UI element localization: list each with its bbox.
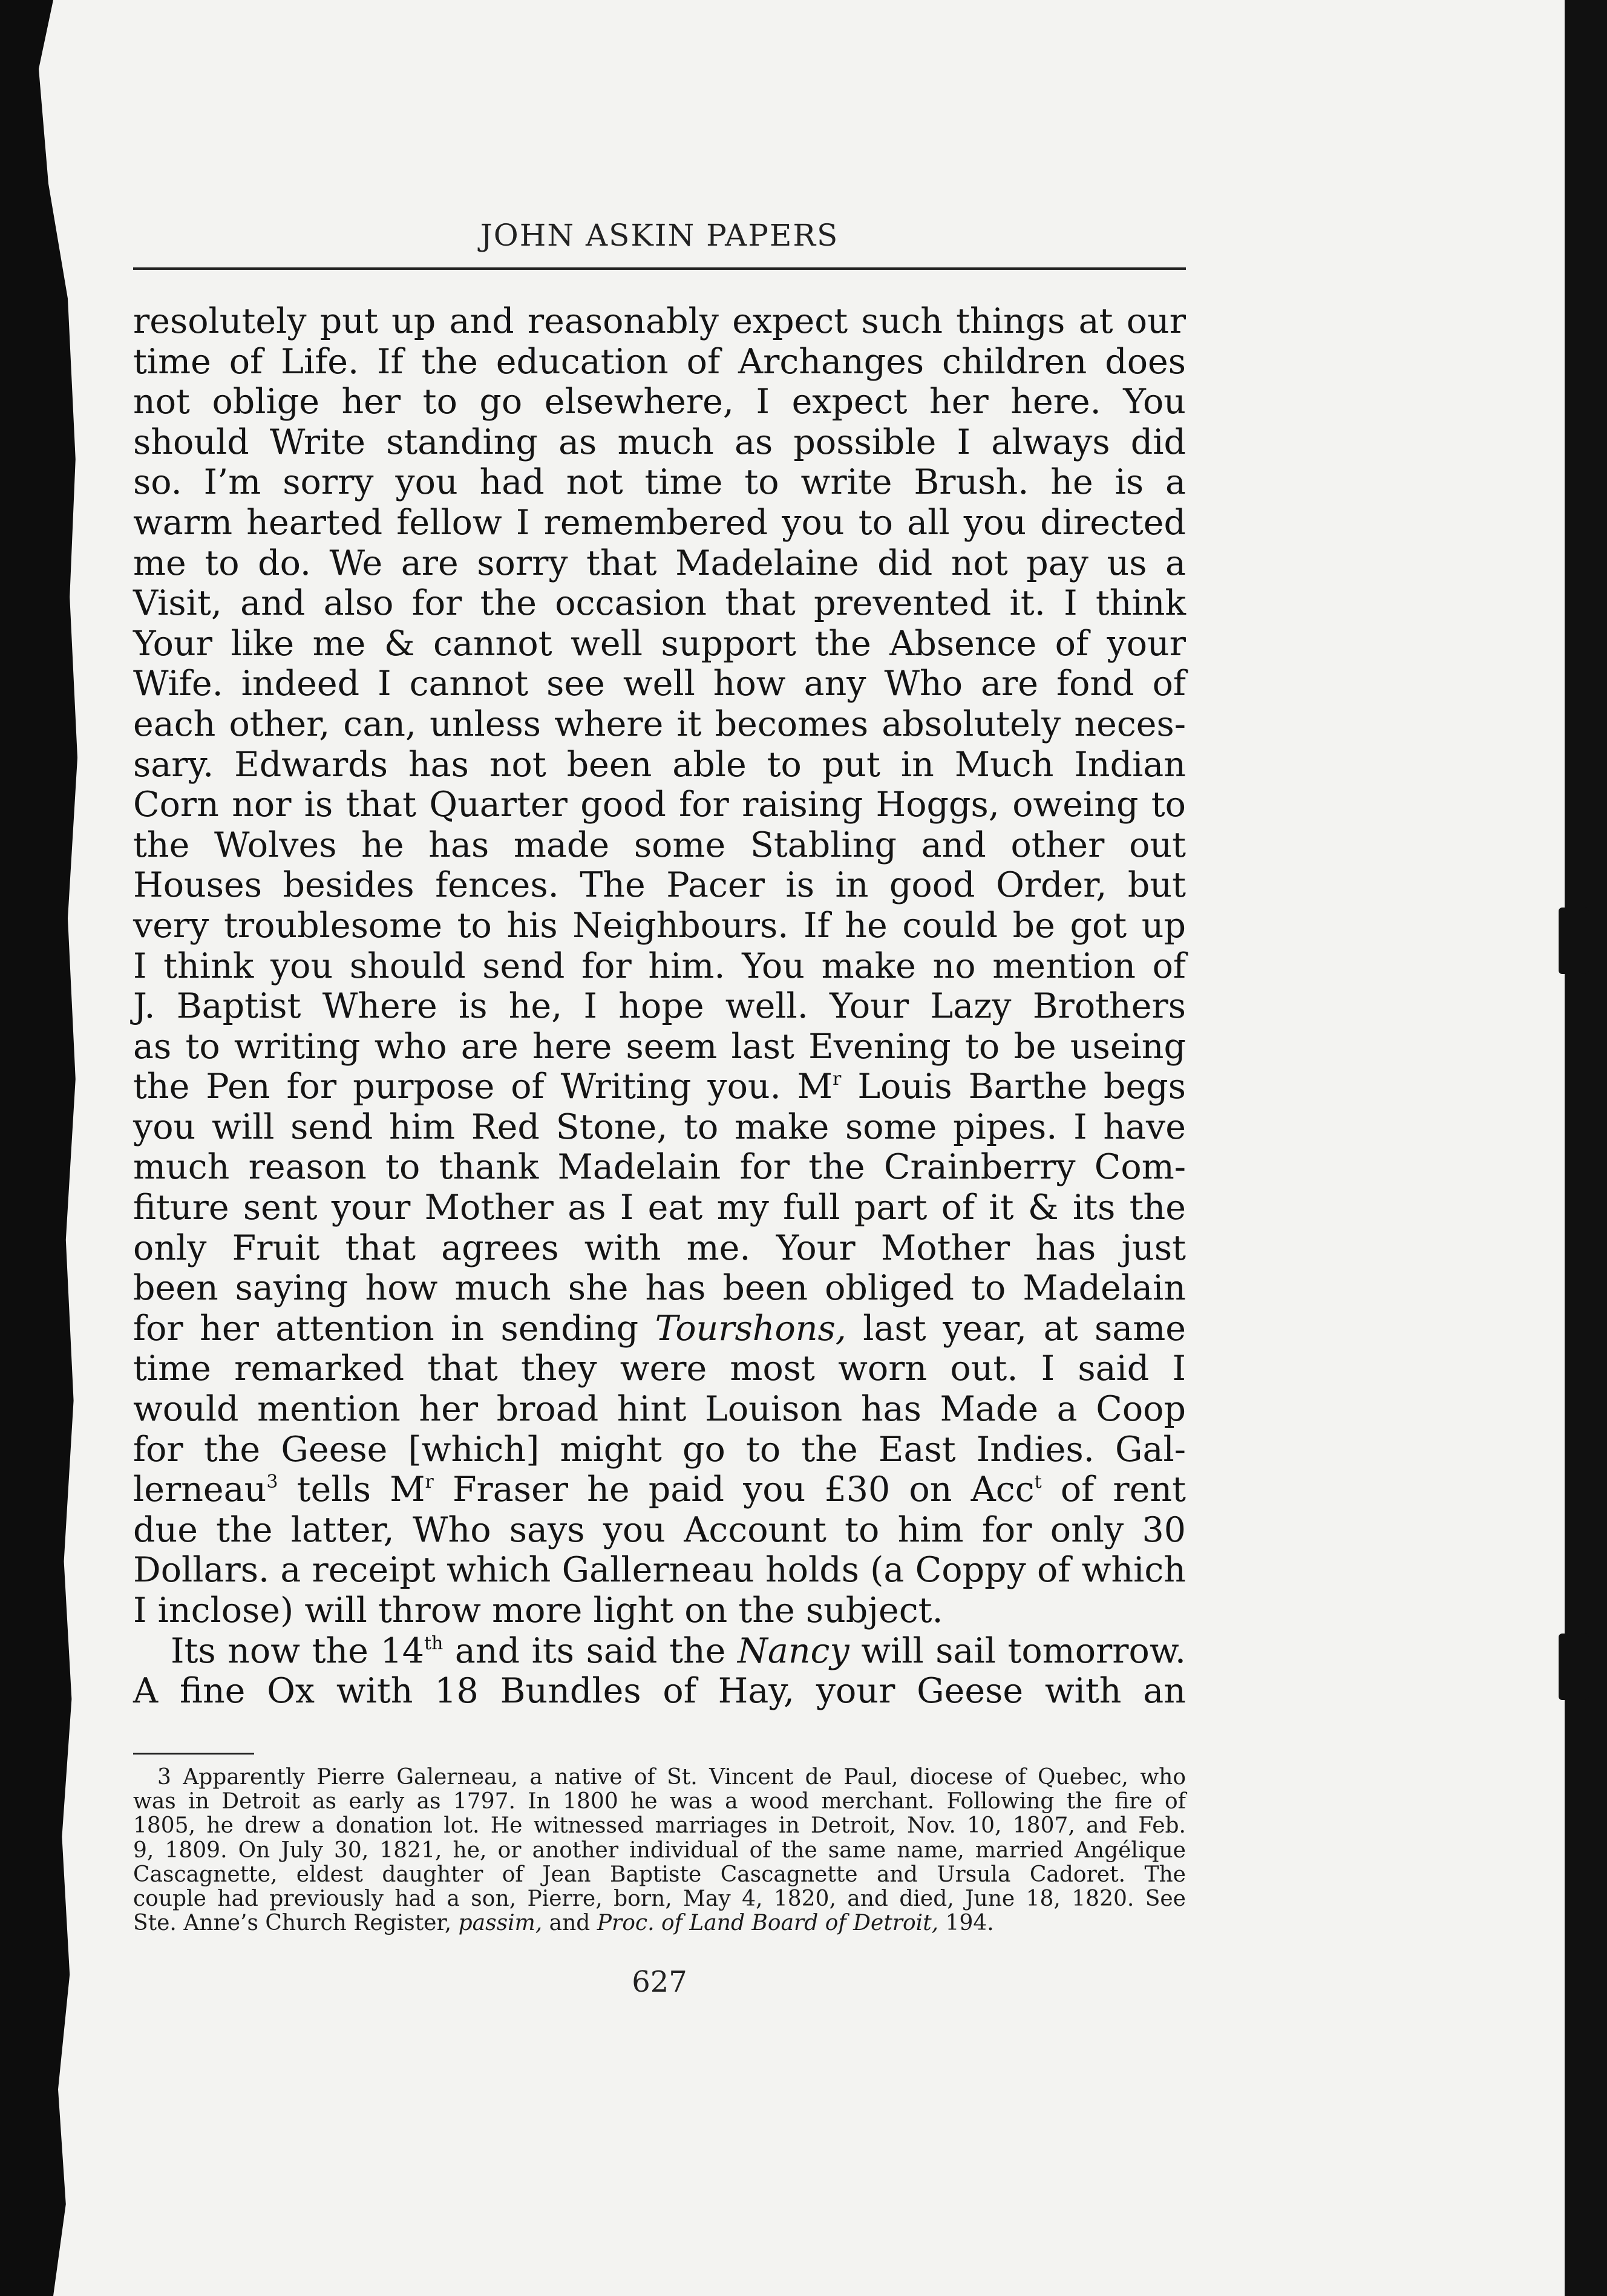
footnote-line: Cascagnette, eldest daughter of Jean Baptiste Cascagnette and Ursula Cadoret. The <box>133 1862 1186 1887</box>
page-number: 627 <box>632 1965 687 1999</box>
footnote-line: Ste. Anne’s Church Register, passim, and Proc. of Land Board of Detroit, 194. <box>133 1911 994 1936</box>
text-line: I inclose) will throw more light on the subject. <box>133 1591 943 1630</box>
text-line: resolutely put up and reasonably expect such things at our <box>133 301 1186 341</box>
text-line: been saying how much she has been obliged to Madelain <box>133 1268 1186 1309</box>
text-line: Your like me & cannot well support the Absence of your <box>133 623 1186 664</box>
text-line: A fine Ox with 18 Bundles of Hay, your Geese with an <box>133 1671 1186 1712</box>
text-line: due the latter, Who says you Account to him for only 30 <box>133 1509 1186 1550</box>
text-line: you will send him Red Stone, to make some pipes. I have <box>133 1107 1186 1147</box>
text-line: would mention her broad hint Louison has Made a Coop <box>133 1389 1186 1430</box>
text-line: J. Baptist Where is he, I hope well. Your Lazy Brothers <box>133 986 1186 1027</box>
text-line: only Fruit that agrees with me. Your Mother has just <box>133 1228 1186 1268</box>
text-line: the Wolves he has made some Stabling and other out <box>133 825 1186 865</box>
body-text <box>133 301 1186 1712</box>
footnote-line: was in Detroit as early as 1797. In 1800 he was a wood merchant. Following the fire of <box>133 1789 1186 1814</box>
text-line: Dollars. a receipt which Gallerneau holds (a Coppy of which <box>133 1550 1186 1591</box>
text-line: Houses besides fences. The Pacer is in good Order, but <box>133 865 1186 906</box>
text-line: for her attention in sending Tourshons, last year, at same <box>133 1308 1186 1349</box>
footnote-rule <box>133 1753 254 1755</box>
text-line: very troublesome to his Neighbours. If he could be got up <box>133 905 1186 946</box>
footnote-line: 3 Apparently Pierre Galerneau, a native of St. Vincent de Paul, diocese of Quebec, who <box>157 1765 1186 1790</box>
text-line: sary. Edwards has not been able to put in Much Indian <box>133 744 1186 785</box>
header-rule <box>133 267 1186 270</box>
text-line: should Write standing as much as possible I always did <box>133 422 1186 462</box>
right-edge-tab <box>1559 908 1589 974</box>
footnote <box>133 1765 1186 1935</box>
text-line: much reason to thank Madelain for the Crainberry Com- <box>133 1147 1186 1188</box>
text-line: as to writing who are here seem last Evening to be useing <box>133 1026 1186 1067</box>
right-edge-tab <box>1559 1634 1589 1700</box>
text-line: for the Geese [which] might go to the East Indies. Gal- <box>133 1429 1186 1470</box>
text-line: the Pen for purpose of Writing you. $M^r$ Louis Barthe begs <box>133 1067 1186 1107</box>
footnote-line: couple had previously had a son, Pierre, born, May 4, 1820, and died, June 18, 1820. See <box>133 1886 1186 1911</box>
text-line: so. I’m sorry you had not time to write Brush. he is a <box>133 462 1186 503</box>
text-line: fiture sent your Mother as I eat my full part of it & its the <box>133 1188 1186 1228</box>
text-line: not oblige her to go elsewhere, I expect her here. You <box>133 382 1186 422</box>
torn-left-edge <box>0 0 97 2296</box>
footnote-line: 1805, he drew a donation lot. He witnessed marriages in Detroit, Nov. 10, 1807, and Feb. <box>133 1813 1186 1839</box>
text-line: warm hearted fellow I remembered you to all you directed <box>133 502 1186 543</box>
text-line: each other, can, unless where it becomes absolutely neces- <box>133 704 1186 744</box>
text-line: Visit, and also for the occasion that prevented it. I think <box>133 583 1186 624</box>
footnote-line: 9, 1809. On July 30, 1821, he, or another individual of the same name, married Angélique <box>133 1837 1186 1863</box>
text-line: Its now the 14th and its said the Nancy will sail tomorrow. <box>171 1630 1186 1671</box>
running-header: JOHN ASKIN PAPERS <box>480 218 839 253</box>
right-edge <box>1565 0 1607 2296</box>
text-line: I think you should send for him. You make no mention of <box>133 946 1186 986</box>
footnote-ref: 3 <box>266 1471 278 1493</box>
text-line: Corn nor is that Quarter good for raising Hoggs, oweing to <box>133 785 1186 825</box>
text-line: me to do. We are sorry that Madelaine did not pay us a <box>133 543 1186 583</box>
text-line: lerneau$^3$ tells $M^r$ Fraser he paid you £30 on Acc$^t$ of rent <box>133 1470 1186 1510</box>
text-line: Wife. indeed I cannot see well how any Who are fond of <box>133 664 1186 704</box>
text-line: time of Life. If the education of Archanges children does <box>133 341 1186 382</box>
text-line: time remarked that they were most worn out. I said I <box>133 1349 1186 1389</box>
